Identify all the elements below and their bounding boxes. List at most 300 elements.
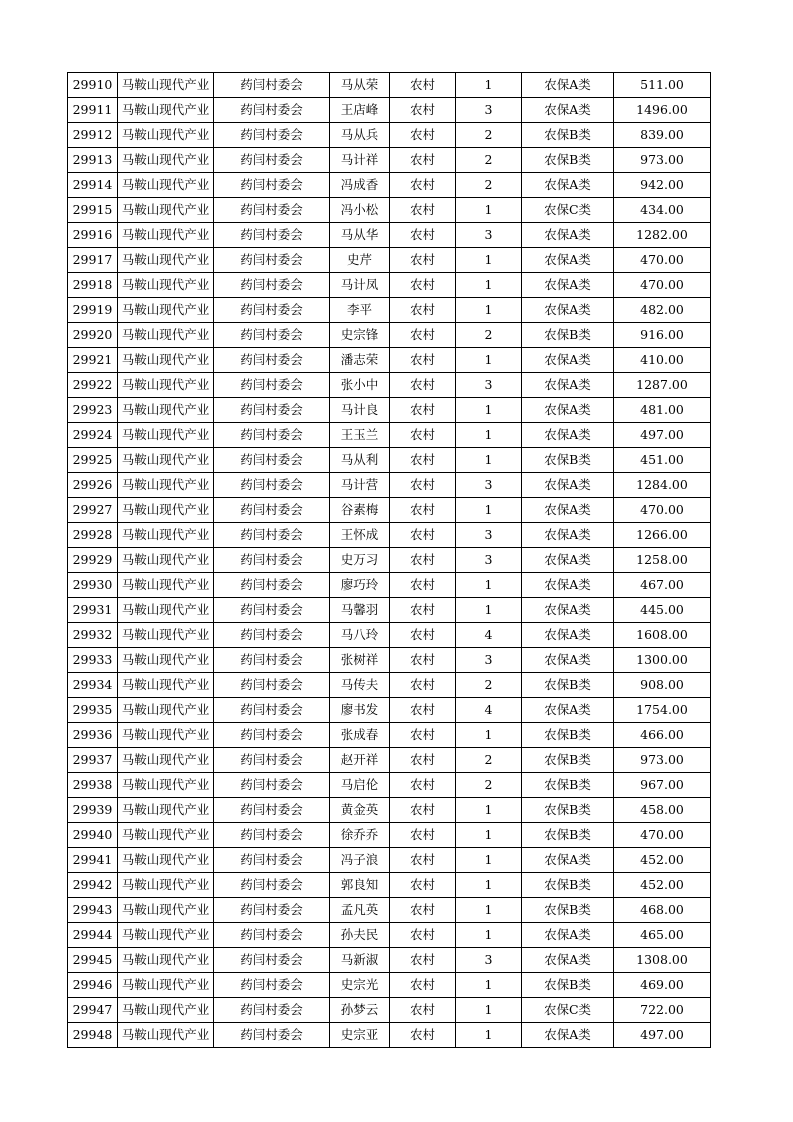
person-name-cell: 史万习 <box>330 548 390 573</box>
household-count-cell: 1 <box>456 798 522 823</box>
person-name-cell: 冯小松 <box>330 198 390 223</box>
household-count-cell: 1 <box>456 973 522 998</box>
table-row <box>68 173 711 198</box>
town-cell: 马鞍山现代产业 <box>118 648 214 673</box>
amount-cell: 511.00 <box>614 73 711 98</box>
table-row <box>68 823 711 848</box>
household-count-cell: 1 <box>456 898 522 923</box>
town-cell: 马鞍山现代产业 <box>118 873 214 898</box>
person-name-cell: 史宗亚 <box>330 1023 390 1048</box>
person-name-cell: 马从华 <box>330 223 390 248</box>
amount-cell: 1287.00 <box>614 373 711 398</box>
area-type-cell: 农村 <box>390 398 456 423</box>
town-cell: 马鞍山现代产业 <box>118 98 214 123</box>
insurance-category-cell: 农保A类 <box>522 573 614 598</box>
amount-cell: 839.00 <box>614 123 711 148</box>
insurance-category-cell: 农保A类 <box>522 423 614 448</box>
table-row <box>68 473 711 498</box>
committee-cell: 药闫村委会 <box>214 948 330 973</box>
household-count-cell: 2 <box>456 773 522 798</box>
committee-cell: 药闫村委会 <box>214 598 330 623</box>
record-id-cell: 29916 <box>68 223 118 248</box>
table-row <box>68 323 711 348</box>
insurance-category-cell: 农保A类 <box>522 273 614 298</box>
record-id-cell: 29947 <box>68 998 118 1023</box>
committee-cell: 药闫村委会 <box>214 898 330 923</box>
amount-cell: 452.00 <box>614 848 711 873</box>
amount-cell: 916.00 <box>614 323 711 348</box>
household-count-cell: 1 <box>456 598 522 623</box>
table-row <box>68 623 711 648</box>
table-row <box>68 348 711 373</box>
town-cell: 马鞍山现代产业 <box>118 148 214 173</box>
record-id-cell: 29920 <box>68 323 118 348</box>
area-type-cell: 农村 <box>390 423 456 448</box>
insurance-category-cell: 农保A类 <box>522 548 614 573</box>
area-type-cell: 农村 <box>390 73 456 98</box>
household-count-cell: 1 <box>456 73 522 98</box>
record-id-cell: 29938 <box>68 773 118 798</box>
committee-cell: 药闫村委会 <box>214 98 330 123</box>
area-type-cell: 农村 <box>390 773 456 798</box>
amount-cell: 967.00 <box>614 773 711 798</box>
person-name-cell: 马计祥 <box>330 148 390 173</box>
insurance-category-cell: 农保B类 <box>522 673 614 698</box>
table-row <box>68 523 711 548</box>
area-type-cell: 农村 <box>390 273 456 298</box>
committee-cell: 药闫村委会 <box>214 848 330 873</box>
table-row <box>68 948 711 973</box>
household-count-cell: 1 <box>456 723 522 748</box>
town-cell: 马鞍山现代产业 <box>118 198 214 223</box>
household-count-cell: 3 <box>456 473 522 498</box>
area-type-cell: 农村 <box>390 498 456 523</box>
area-type-cell: 农村 <box>390 1023 456 1048</box>
amount-cell: 470.00 <box>614 823 711 848</box>
insurance-category-cell: 农保A类 <box>522 98 614 123</box>
insurance-category-cell: 农保A类 <box>522 248 614 273</box>
record-id-cell: 29911 <box>68 98 118 123</box>
committee-cell: 药闫村委会 <box>214 673 330 698</box>
table-row <box>68 673 711 698</box>
town-cell: 马鞍山现代产业 <box>118 548 214 573</box>
household-count-cell: 1 <box>456 998 522 1023</box>
insurance-category-cell: 农保A类 <box>522 923 614 948</box>
amount-cell: 1308.00 <box>614 948 711 973</box>
household-count-cell: 1 <box>456 198 522 223</box>
insurance-category-cell: 农保C类 <box>522 998 614 1023</box>
record-id-cell: 29936 <box>68 723 118 748</box>
amount-cell: 481.00 <box>614 398 711 423</box>
town-cell: 马鞍山现代产业 <box>118 698 214 723</box>
town-cell: 马鞍山现代产业 <box>118 473 214 498</box>
person-name-cell: 马计良 <box>330 398 390 423</box>
amount-cell: 466.00 <box>614 723 711 748</box>
amount-cell: 1284.00 <box>614 473 711 498</box>
person-name-cell: 王店峰 <box>330 98 390 123</box>
area-type-cell: 农村 <box>390 473 456 498</box>
household-count-cell: 2 <box>456 123 522 148</box>
insurance-category-cell: 农保A类 <box>522 298 614 323</box>
insurance-category-cell: 农保A类 <box>522 223 614 248</box>
amount-cell: 445.00 <box>614 598 711 623</box>
amount-cell: 434.00 <box>614 198 711 223</box>
household-count-cell: 1 <box>456 348 522 373</box>
amount-cell: 1282.00 <box>614 223 711 248</box>
insurance-category-cell: 农保A类 <box>522 473 614 498</box>
record-id-cell: 29945 <box>68 948 118 973</box>
household-count-cell: 3 <box>456 223 522 248</box>
amount-cell: 1608.00 <box>614 623 711 648</box>
record-id-cell: 29942 <box>68 873 118 898</box>
person-name-cell: 马从荣 <box>330 73 390 98</box>
committee-cell: 药闫村委会 <box>214 298 330 323</box>
area-type-cell: 农村 <box>390 698 456 723</box>
person-name-cell: 史芹 <box>330 248 390 273</box>
area-type-cell: 农村 <box>390 123 456 148</box>
person-name-cell: 黄金英 <box>330 798 390 823</box>
committee-cell: 药闫村委会 <box>214 698 330 723</box>
committee-cell: 药闫村委会 <box>214 398 330 423</box>
committee-cell: 药闫村委会 <box>214 173 330 198</box>
area-type-cell: 农村 <box>390 998 456 1023</box>
person-name-cell: 马新淑 <box>330 948 390 973</box>
household-count-cell: 1 <box>456 448 522 473</box>
record-id-cell: 29912 <box>68 123 118 148</box>
person-name-cell: 谷素梅 <box>330 498 390 523</box>
person-name-cell: 郭良知 <box>330 873 390 898</box>
table-row <box>68 123 711 148</box>
household-count-cell: 2 <box>456 173 522 198</box>
town-cell: 马鞍山现代产业 <box>118 523 214 548</box>
town-cell: 马鞍山现代产业 <box>118 623 214 648</box>
town-cell: 马鞍山现代产业 <box>118 323 214 348</box>
insurance-category-cell: 农保B类 <box>522 148 614 173</box>
area-type-cell: 农村 <box>390 523 456 548</box>
amount-cell: 1754.00 <box>614 698 711 723</box>
area-type-cell: 农村 <box>390 223 456 248</box>
person-name-cell: 冯成香 <box>330 173 390 198</box>
record-id-cell: 29944 <box>68 923 118 948</box>
record-id-cell: 29919 <box>68 298 118 323</box>
town-cell: 马鞍山现代产业 <box>118 923 214 948</box>
insurance-category-cell: 农保A类 <box>522 73 614 98</box>
record-id-cell: 29932 <box>68 623 118 648</box>
committee-cell: 药闫村委会 <box>214 773 330 798</box>
area-type-cell: 农村 <box>390 198 456 223</box>
insurance-category-cell: 农保A类 <box>522 348 614 373</box>
table-row <box>68 298 711 323</box>
person-name-cell: 廖巧玲 <box>330 573 390 598</box>
area-type-cell: 农村 <box>390 973 456 998</box>
insurance-category-cell: 农保A类 <box>522 498 614 523</box>
table-row <box>68 773 711 798</box>
table-row <box>68 748 711 773</box>
insurance-category-cell: 农保A类 <box>522 598 614 623</box>
household-count-cell: 1 <box>456 848 522 873</box>
household-count-cell: 3 <box>456 948 522 973</box>
committee-cell: 药闫村委会 <box>214 523 330 548</box>
record-id-cell: 29925 <box>68 448 118 473</box>
area-type-cell: 农村 <box>390 323 456 348</box>
table-row <box>68 448 711 473</box>
record-id-cell: 29927 <box>68 498 118 523</box>
person-name-cell: 史宗光 <box>330 973 390 998</box>
insurance-category-cell: 农保A类 <box>522 398 614 423</box>
committee-cell: 药闫村委会 <box>214 473 330 498</box>
record-id-cell: 29933 <box>68 648 118 673</box>
insurance-category-cell: 农保B类 <box>522 823 614 848</box>
table-row <box>68 98 711 123</box>
roster-body <box>68 73 711 1048</box>
amount-cell: 497.00 <box>614 1023 711 1048</box>
person-name-cell: 赵开祥 <box>330 748 390 773</box>
committee-cell: 药闫村委会 <box>214 348 330 373</box>
table-row <box>68 148 711 173</box>
person-name-cell: 马馨羽 <box>330 598 390 623</box>
amount-cell: 482.00 <box>614 298 711 323</box>
person-name-cell: 马从兵 <box>330 123 390 148</box>
town-cell: 马鞍山现代产业 <box>118 423 214 448</box>
insurance-category-cell: 农保A类 <box>522 1023 614 1048</box>
table-row <box>68 548 711 573</box>
person-name-cell: 冯子浪 <box>330 848 390 873</box>
insurance-category-cell: 农保B类 <box>522 898 614 923</box>
town-cell: 马鞍山现代产业 <box>118 373 214 398</box>
area-type-cell: 农村 <box>390 598 456 623</box>
town-cell: 马鞍山现代产业 <box>118 573 214 598</box>
household-count-cell: 2 <box>456 673 522 698</box>
amount-cell: 1496.00 <box>614 98 711 123</box>
town-cell: 马鞍山现代产业 <box>118 748 214 773</box>
committee-cell: 药闫村委会 <box>214 148 330 173</box>
table-row <box>68 898 711 923</box>
town-cell: 马鞍山现代产业 <box>118 973 214 998</box>
area-type-cell: 农村 <box>390 298 456 323</box>
household-count-cell: 3 <box>456 98 522 123</box>
table-row <box>68 723 711 748</box>
table-row <box>68 648 711 673</box>
insurance-category-cell: 农保A类 <box>522 373 614 398</box>
area-type-cell: 农村 <box>390 173 456 198</box>
amount-cell: 973.00 <box>614 748 711 773</box>
table-row <box>68 223 711 248</box>
table-row <box>68 423 711 448</box>
area-type-cell: 农村 <box>390 673 456 698</box>
town-cell: 马鞍山现代产业 <box>118 1023 214 1048</box>
town-cell: 马鞍山现代产业 <box>118 398 214 423</box>
amount-cell: 470.00 <box>614 498 711 523</box>
record-id-cell: 29910 <box>68 73 118 98</box>
person-name-cell: 张小中 <box>330 373 390 398</box>
table-row <box>68 573 711 598</box>
committee-cell: 药闫村委会 <box>214 448 330 473</box>
area-type-cell: 农村 <box>390 623 456 648</box>
insurance-category-cell: 农保B类 <box>522 973 614 998</box>
table-row <box>68 248 711 273</box>
committee-cell: 药闫村委会 <box>214 323 330 348</box>
person-name-cell: 张成春 <box>330 723 390 748</box>
committee-cell: 药闫村委会 <box>214 623 330 648</box>
table-row <box>68 498 711 523</box>
insurance-category-cell: 农保B类 <box>522 748 614 773</box>
person-name-cell: 王怀成 <box>330 523 390 548</box>
area-type-cell: 农村 <box>390 723 456 748</box>
area-type-cell: 农村 <box>390 348 456 373</box>
area-type-cell: 农村 <box>390 548 456 573</box>
committee-cell: 药闫村委会 <box>214 748 330 773</box>
area-type-cell: 农村 <box>390 823 456 848</box>
household-count-cell: 1 <box>456 823 522 848</box>
record-id-cell: 29948 <box>68 1023 118 1048</box>
town-cell: 马鞍山现代产业 <box>118 248 214 273</box>
town-cell: 马鞍山现代产业 <box>118 898 214 923</box>
committee-cell: 药闫村委会 <box>214 423 330 448</box>
town-cell: 马鞍山现代产业 <box>118 448 214 473</box>
amount-cell: 410.00 <box>614 348 711 373</box>
record-id-cell: 29931 <box>68 598 118 623</box>
town-cell: 马鞍山现代产业 <box>118 823 214 848</box>
record-id-cell: 29930 <box>68 573 118 598</box>
household-count-cell: 1 <box>456 498 522 523</box>
household-count-cell: 1 <box>456 573 522 598</box>
committee-cell: 药闫村委会 <box>214 548 330 573</box>
person-name-cell: 孙夫民 <box>330 923 390 948</box>
insurance-category-cell: 农保A类 <box>522 523 614 548</box>
town-cell: 马鞍山现代产业 <box>118 798 214 823</box>
amount-cell: 1300.00 <box>614 648 711 673</box>
record-id-cell: 29922 <box>68 373 118 398</box>
person-name-cell: 潘志荣 <box>330 348 390 373</box>
town-cell: 马鞍山现代产业 <box>118 298 214 323</box>
area-type-cell: 农村 <box>390 948 456 973</box>
record-id-cell: 29914 <box>68 173 118 198</box>
table-row <box>68 598 711 623</box>
area-type-cell: 农村 <box>390 648 456 673</box>
committee-cell: 药闫村委会 <box>214 373 330 398</box>
amount-cell: 497.00 <box>614 423 711 448</box>
town-cell: 马鞍山现代产业 <box>118 123 214 148</box>
household-count-cell: 1 <box>456 273 522 298</box>
amount-cell: 458.00 <box>614 798 711 823</box>
household-count-cell: 1 <box>456 298 522 323</box>
amount-cell: 942.00 <box>614 173 711 198</box>
person-name-cell: 王玉兰 <box>330 423 390 448</box>
insurance-category-cell: 农保A类 <box>522 173 614 198</box>
record-id-cell: 29918 <box>68 273 118 298</box>
area-type-cell: 农村 <box>390 448 456 473</box>
insurance-category-cell: 农保C类 <box>522 198 614 223</box>
insurance-category-cell: 农保A类 <box>522 698 614 723</box>
committee-cell: 药闫村委会 <box>214 498 330 523</box>
insurance-category-cell: 农保B类 <box>522 873 614 898</box>
insurance-category-cell: 农保B类 <box>522 773 614 798</box>
record-id-cell: 29940 <box>68 823 118 848</box>
area-type-cell: 农村 <box>390 248 456 273</box>
table-row <box>68 998 711 1023</box>
table-row <box>68 1023 711 1048</box>
person-name-cell: 马启伦 <box>330 773 390 798</box>
committee-cell: 药闫村委会 <box>214 248 330 273</box>
committee-cell: 药闫村委会 <box>214 973 330 998</box>
table-row <box>68 698 711 723</box>
household-count-cell: 1 <box>456 873 522 898</box>
area-type-cell: 农村 <box>390 748 456 773</box>
table-row <box>68 923 711 948</box>
household-count-cell: 2 <box>456 148 522 173</box>
town-cell: 马鞍山现代产业 <box>118 348 214 373</box>
record-id-cell: 29935 <box>68 698 118 723</box>
amount-cell: 1266.00 <box>614 523 711 548</box>
record-id-cell: 29937 <box>68 748 118 773</box>
household-count-cell: 4 <box>456 623 522 648</box>
table-row <box>68 198 711 223</box>
table-row <box>68 273 711 298</box>
record-id-cell: 29941 <box>68 848 118 873</box>
town-cell: 马鞍山现代产业 <box>118 998 214 1023</box>
record-id-cell: 29915 <box>68 198 118 223</box>
insurance-category-cell: 农保A类 <box>522 623 614 648</box>
record-id-cell: 29934 <box>68 673 118 698</box>
person-name-cell: 徐乔乔 <box>330 823 390 848</box>
person-name-cell: 马计营 <box>330 473 390 498</box>
amount-cell: 973.00 <box>614 148 711 173</box>
town-cell: 马鞍山现代产业 <box>118 773 214 798</box>
town-cell: 马鞍山现代产业 <box>118 673 214 698</box>
record-id-cell: 29943 <box>68 898 118 923</box>
household-count-cell: 1 <box>456 923 522 948</box>
committee-cell: 药闫村委会 <box>214 873 330 898</box>
person-name-cell: 史宗锋 <box>330 323 390 348</box>
amount-cell: 722.00 <box>614 998 711 1023</box>
area-type-cell: 农村 <box>390 873 456 898</box>
insurance-category-cell: 农保A类 <box>522 648 614 673</box>
record-id-cell: 29913 <box>68 148 118 173</box>
table-row <box>68 848 711 873</box>
record-id-cell: 29929 <box>68 548 118 573</box>
amount-cell: 465.00 <box>614 923 711 948</box>
area-type-cell: 农村 <box>390 98 456 123</box>
town-cell: 马鞍山现代产业 <box>118 598 214 623</box>
record-id-cell: 29946 <box>68 973 118 998</box>
record-id-cell: 29926 <box>68 473 118 498</box>
person-name-cell: 马传夫 <box>330 673 390 698</box>
person-name-cell: 廖书发 <box>330 698 390 723</box>
household-count-cell: 1 <box>456 248 522 273</box>
household-count-cell: 1 <box>456 423 522 448</box>
committee-cell: 药闫村委会 <box>214 573 330 598</box>
area-type-cell: 农村 <box>390 373 456 398</box>
household-count-cell: 1 <box>456 1023 522 1048</box>
town-cell: 马鞍山现代产业 <box>118 848 214 873</box>
table-row <box>68 73 711 98</box>
town-cell: 马鞍山现代产业 <box>118 948 214 973</box>
town-cell: 马鞍山现代产业 <box>118 173 214 198</box>
committee-cell: 药闫村委会 <box>214 73 330 98</box>
household-count-cell: 3 <box>456 523 522 548</box>
insurance-category-cell: 农保A类 <box>522 948 614 973</box>
roster-table <box>67 72 711 1048</box>
amount-cell: 908.00 <box>614 673 711 698</box>
area-type-cell: 农村 <box>390 848 456 873</box>
person-name-cell: 孟凡英 <box>330 898 390 923</box>
town-cell: 马鞍山现代产业 <box>118 73 214 98</box>
committee-cell: 药闫村委会 <box>214 723 330 748</box>
area-type-cell: 农村 <box>390 898 456 923</box>
area-type-cell: 农村 <box>390 798 456 823</box>
record-id-cell: 29921 <box>68 348 118 373</box>
household-count-cell: 3 <box>456 373 522 398</box>
